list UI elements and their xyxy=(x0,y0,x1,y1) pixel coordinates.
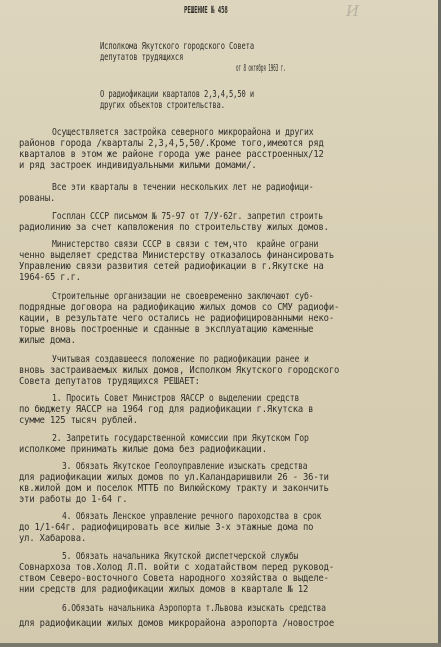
decision-item: исполкоме принимать жилые дома без радиофикации. xyxy=(19,444,267,455)
decision-item: сумме 125 тысяч рублей. xyxy=(19,415,138,426)
header-line: Исполкома Якутского городского Совета xyxy=(100,41,254,52)
decision-item: 1. Просить Совет Министров ЯАССР о выделении средств xyxy=(52,393,300,404)
decision-item: по бюджету ЯАССР на 1964 год для радиофикации г.Якутска в xyxy=(19,404,314,415)
decision-item: 3. Обязать Якутское Геолоуправление изыскать средства xyxy=(62,461,308,472)
text-line: районов города /кварталы 2,3,4,5,50/.Кроме того,имеются ряд xyxy=(19,138,324,149)
header-line: депутатов трудящихся xyxy=(100,52,184,63)
decision-item: 5. Обязать начальника Якутской диспетчерской службы xyxy=(62,551,299,562)
text-line: подрядные договора на радиофикацию жилых домов со СМУ радиофи- xyxy=(19,302,340,313)
subject-line: О радиофикации кварталов 2,3,4,5,50 и xyxy=(100,89,254,100)
decision-item: для радиофикации жилых домов микрорайона аэропорта /новострое xyxy=(19,618,335,629)
text-line: жилые дома. xyxy=(19,335,76,346)
handwritten-corner-mark: И xyxy=(346,2,360,20)
decision-item: для радиофикации жилых домов по ул.Каландаришвили 26 - 36-ти xyxy=(19,472,329,483)
text-line: ченно выделяет средства Министерству отказалось финансировать xyxy=(19,250,335,261)
decision-item: кв.жилой дом и поселок МТТБ по Вилюйскому тракту и закончить xyxy=(19,483,329,494)
subject-line: других объектов строительства. xyxy=(100,100,225,111)
decision-item: эти работы до 1-64 г. xyxy=(19,494,128,505)
decision-item: ул. Хабарова. xyxy=(19,533,87,544)
decision-item: 2. Запретить государственной комиссии при Якутском Гор xyxy=(52,433,309,444)
text-line: Учитывая создавшееся положение по радиофикации ранее и xyxy=(52,354,309,365)
decision-item: нии средств для радиофикации жилых домов в квартале № 12 xyxy=(19,584,309,595)
text-line: радиолинию за счет капвложения по строительству жилых домов. xyxy=(19,222,329,233)
decision-item: 6.Обязать начальника Аэропорта т.Львова изыскать средства xyxy=(62,603,326,614)
text-line: торые вновь построенные и сданные в эксплуатацию каменные xyxy=(19,324,314,335)
text-line: Госплан СССР письмом № 75-97 от 7/У-62г. запретил строить xyxy=(52,211,324,222)
text-line: и ряд застроек индивидуальными жилыми домами/. xyxy=(19,160,257,171)
header-date: от 8 октября 1963 г. xyxy=(236,63,286,74)
text-line: Осуществляется застройка северного микрорайона и других xyxy=(52,127,314,138)
text-line: 1964-65 г.г. xyxy=(19,272,81,283)
text-line: рованы. xyxy=(19,193,56,204)
text-line: Строительные организации не своевременно заключают суб- xyxy=(52,291,314,302)
decision-item: до 1/1-64г. радиофицировать все жилые 3-х этажные дома по xyxy=(19,522,314,533)
text-line: кации, в результате чего остались не радиофицированными неко- xyxy=(19,313,335,324)
text-line: Министерство связи СССР в связи с тем,что крайне ограни xyxy=(52,239,319,250)
decision-item: 4. Обязать Ленское управление речного пароходства в срок xyxy=(62,511,322,522)
decision-item: ством Северо-восточного Совета народного хозяйства о выделе- xyxy=(19,573,329,584)
text-line: вновь застраиваемых жилых домов, Исполком Якутского городского xyxy=(19,365,340,376)
page-bottom-edge xyxy=(0,643,441,647)
document-title: РЕШЕНИЕ № 458 xyxy=(184,5,228,16)
text-line: кварталов в этом же районе города уже ранее расстроенных/12 xyxy=(19,149,324,160)
text-line: Совета депутатов трудящихся РЕШАЕТ: xyxy=(19,376,200,387)
text-line: Все эти кварталы в течении нескольких лет не радиофици- xyxy=(52,182,314,193)
text-line: Управлению связи развития сетей радиофикации в г.Якутске на xyxy=(19,261,324,272)
decision-item: Совнархоза тов.Холод Л.П. войти с ходатайством перед руковод- xyxy=(19,562,335,573)
